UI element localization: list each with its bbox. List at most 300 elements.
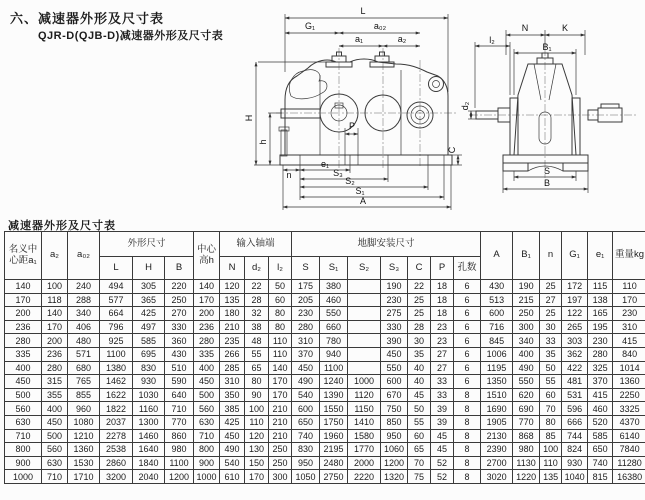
table-cell: 1360 <box>613 375 645 389</box>
table-cell: 39 <box>431 402 454 416</box>
table-cell: 120 <box>220 280 245 294</box>
table-cell: 664 <box>100 307 133 321</box>
table-cell: 900 <box>5 456 42 470</box>
table-cell: 1000 <box>194 470 220 484</box>
table-cell: 780 <box>320 334 348 348</box>
page-title: 六、减速器外形及尺寸表 <box>10 11 165 26</box>
table-cell: 950 <box>292 456 320 470</box>
table-cell: 170 <box>245 470 269 484</box>
table-cell: 490 <box>220 443 245 457</box>
table-cell: 60 <box>408 429 431 443</box>
table-cell: 18 <box>431 280 454 294</box>
table-cell: 236 <box>42 347 68 361</box>
table-cell: 6 <box>454 307 481 321</box>
table-cell: 510 <box>165 361 194 375</box>
table-cell <box>348 293 381 307</box>
group-header-input-shaft: 输入轴端 <box>220 232 292 257</box>
col-header-a2: a₂ <box>42 232 68 280</box>
table-cell: 560 <box>42 443 68 457</box>
table-cell: 11280 <box>613 456 645 470</box>
col-header-S: S <box>292 257 320 280</box>
table-cell: 18 <box>431 307 454 321</box>
table-cell: 55 <box>408 415 431 429</box>
table-cell: 1120 <box>348 388 381 402</box>
table-cell: 6 <box>454 293 481 307</box>
dim-label-B1: B₁ <box>542 42 552 52</box>
dimension-table <box>4 231 645 484</box>
col-header-C: C <box>408 257 431 280</box>
table-row <box>5 307 645 321</box>
table-cell: 22 <box>408 280 431 294</box>
table-cell: 52 <box>431 456 454 470</box>
table-cell: 75 <box>408 470 431 484</box>
table-cell: 497 <box>133 320 165 334</box>
col-header-d2: d₂ <box>245 257 269 280</box>
table-cell: 80 <box>269 320 292 334</box>
table-cell: 150 <box>245 456 269 470</box>
table-cell: 2220 <box>348 470 381 484</box>
table-cell: 50 <box>408 402 431 416</box>
dimension-table-body <box>5 280 645 484</box>
table-cell: 400 <box>194 361 220 375</box>
table-cell: 650 <box>588 443 613 457</box>
table-cell: 600 <box>481 307 513 321</box>
table-cell: 230 <box>381 293 408 307</box>
table-cell: 8 <box>454 443 481 457</box>
table-cell: 135 <box>540 470 562 484</box>
table-cell: 2700 <box>481 456 513 470</box>
table-cell: 70 <box>540 402 562 416</box>
table-cell: 140 <box>42 307 68 321</box>
table-cell: 8 <box>454 388 481 402</box>
table-cell: 400 <box>513 347 540 361</box>
table-cell: 8 <box>454 415 481 429</box>
table-row <box>5 334 645 348</box>
table-cell: 900 <box>194 456 220 470</box>
table-cell: 6 <box>454 347 481 361</box>
table-cell: 250 <box>269 456 292 470</box>
table-cell: 1000 <box>5 470 42 484</box>
table-cell: 2037 <box>100 415 133 429</box>
dim-label-S1: S₁ <box>355 186 365 196</box>
table-cell: 170 <box>42 320 68 334</box>
col-header-center-height: 中心高h <box>194 232 220 280</box>
table-cell: 980 <box>513 443 540 457</box>
table-cell: 1360 <box>68 443 100 457</box>
table-cell: 210 <box>269 402 292 416</box>
table-cell: 2538 <box>100 443 133 457</box>
table-cell: 850 <box>381 415 408 429</box>
table-cell: 1380 <box>100 361 133 375</box>
table-cell: 135 <box>220 293 245 307</box>
table-cell: 250 <box>269 443 292 457</box>
table-cell: 815 <box>588 470 613 484</box>
table-cell: 630 <box>42 456 68 470</box>
table-cell: 18 <box>431 293 454 307</box>
table-cell: 710 <box>194 429 220 443</box>
table-cell: 335 <box>5 347 42 361</box>
table-cell: 1200 <box>165 470 194 484</box>
col-header-S3: S₃ <box>381 257 408 280</box>
table-cell: 1210 <box>68 429 100 443</box>
table-cell: 23 <box>431 320 454 334</box>
table-cell: 210 <box>220 320 245 334</box>
table-cell: 4370 <box>613 415 645 429</box>
dim-label-P: P <box>348 121 356 131</box>
table-cell: 960 <box>68 402 100 416</box>
table-cell: 400 <box>42 402 68 416</box>
table-cell: 210 <box>269 429 292 443</box>
table-cell: 490 <box>292 375 320 389</box>
table-cell: 670 <box>381 388 408 402</box>
table-cell: 180 <box>220 307 245 321</box>
table-cell: 695 <box>133 347 165 361</box>
table-cell: 28 <box>408 320 431 334</box>
table-row <box>5 388 645 402</box>
table-cell: 980 <box>165 443 194 457</box>
table-cell: 1130 <box>513 456 540 470</box>
table-cell: 500 <box>5 388 42 402</box>
table-cell: 640 <box>165 388 194 402</box>
table-cell: 490 <box>513 361 540 375</box>
table-cell: 118 <box>42 293 68 307</box>
table-cell: 48 <box>245 334 269 348</box>
table-cell: 716 <box>481 320 513 334</box>
table-cell <box>348 347 381 361</box>
col-header-L: L <box>100 257 133 280</box>
col-header-S1: S₁ <box>320 257 348 280</box>
dim-label-H: H <box>244 114 254 122</box>
table-cell: 362 <box>562 347 588 361</box>
table-cell: 230 <box>588 334 613 348</box>
table-cell: 1510 <box>481 388 513 402</box>
table-cell: 6 <box>454 361 481 375</box>
table-cell: 50 <box>540 361 562 375</box>
table-caption: 减速器外形及尺寸表 <box>8 220 116 232</box>
table-cell: 60 <box>540 388 562 402</box>
dim-label-S: S <box>543 166 551 176</box>
table-cell: 110 <box>269 334 292 348</box>
table-cell <box>348 361 381 375</box>
table-cell: 1050 <box>292 470 320 484</box>
table-cell: 1905 <box>481 415 513 429</box>
dim-label-C: C <box>447 146 457 154</box>
table-cell: 824 <box>562 443 588 457</box>
table-cell: 1822 <box>100 402 133 416</box>
col-header-a02: a₀₂ <box>68 232 100 280</box>
table-cell: 350 <box>220 388 245 402</box>
table-cell: 70 <box>408 456 431 470</box>
table-cell: 2040 <box>133 470 165 484</box>
table-cell: 1060 <box>381 443 408 457</box>
table-cell: 80 <box>245 375 269 389</box>
table-cell: 6 <box>454 334 481 348</box>
table-cell: 270 <box>165 307 194 321</box>
table-cell: 630 <box>194 415 220 429</box>
table-cell: 8 <box>454 429 481 443</box>
table-cell: 335 <box>194 347 220 361</box>
col-header-H: H <box>133 257 165 280</box>
table-cell: 680 <box>68 361 100 375</box>
table-cell: 400 <box>5 361 42 375</box>
table-cell: 415 <box>588 388 613 402</box>
table-cell: 925 <box>100 334 133 348</box>
table-cell: 315 <box>42 375 68 389</box>
table-cell: 2130 <box>481 429 513 443</box>
table-cell: 666 <box>562 415 588 429</box>
table-row <box>5 402 645 416</box>
table-cell: 285 <box>220 361 245 375</box>
table-cell: 1220 <box>513 470 540 484</box>
table-cell: 370 <box>588 375 613 389</box>
table-cell: 930 <box>133 375 165 389</box>
table-cell: 2195 <box>320 443 348 457</box>
technical-drawing <box>243 2 645 216</box>
table-cell: 765 <box>68 375 100 389</box>
table-cell: 740 <box>588 456 613 470</box>
table-cell: 950 <box>381 429 408 443</box>
table-cell: 840 <box>613 347 645 361</box>
table-cell: 560 <box>5 402 42 416</box>
table-cell: 280 <box>194 334 220 348</box>
table-cell <box>348 307 381 321</box>
table-cell: 610 <box>220 470 245 484</box>
table-cell: 2390 <box>481 443 513 457</box>
dim-label-l2: l₂ <box>489 35 495 45</box>
table-cell: 1750 <box>320 415 348 429</box>
table-cell: 380 <box>320 280 348 294</box>
table-cell: 33 <box>540 334 562 348</box>
col-header-B1: B₁ <box>513 232 540 280</box>
table-cell: 310 <box>220 375 245 389</box>
table-cell <box>348 320 381 334</box>
table-cell: 200 <box>42 334 68 348</box>
table-cell: 205 <box>292 293 320 307</box>
table-cell: 800 <box>194 443 220 457</box>
table-cell: 930 <box>562 456 588 470</box>
table-cell: 385 <box>220 402 245 416</box>
table-cell: 750 <box>381 402 408 416</box>
table-cell: 38 <box>245 320 269 334</box>
table-cell: 240 <box>68 280 100 294</box>
table-cell: 1350 <box>481 375 513 389</box>
table-cell: 1462 <box>100 375 133 389</box>
col-header-B: B <box>165 257 194 280</box>
table-cell: 1960 <box>320 429 348 443</box>
table-cell <box>348 334 381 348</box>
table-cell: 55 <box>540 375 562 389</box>
table-cell: 27 <box>431 361 454 375</box>
table-cell: 6 <box>454 375 481 389</box>
table-cell: 650 <box>292 415 320 429</box>
table-cell: 6 <box>454 320 481 334</box>
table-cell: 130 <box>245 443 269 457</box>
col-header-e1: e₁ <box>588 232 613 280</box>
table-cell: 200 <box>194 307 220 321</box>
table-cell: 1100 <box>100 347 133 361</box>
table-cell: 1622 <box>100 388 133 402</box>
table-cell: 235 <box>220 334 245 348</box>
table-cell: 460 <box>588 402 613 416</box>
table-cell: 340 <box>68 307 100 321</box>
table-cell: 830 <box>133 361 165 375</box>
table-cell: 1770 <box>348 443 381 457</box>
table-cell: 425 <box>220 415 245 429</box>
table-cell: 8 <box>454 456 481 470</box>
table-cell: 220 <box>165 280 194 294</box>
table-cell: 2480 <box>320 456 348 470</box>
table-cell: 30 <box>540 320 562 334</box>
dim-label-a2: a₂ <box>397 34 407 44</box>
table-row <box>5 443 645 457</box>
table-cell: 513 <box>481 293 513 307</box>
table-cell: 195 <box>588 320 613 334</box>
table-cell: 585 <box>588 429 613 443</box>
table-cell: 230 <box>292 307 320 321</box>
table-cell: 190 <box>381 280 408 294</box>
table-cell: 25 <box>540 307 562 321</box>
table-cell: 35 <box>540 347 562 361</box>
table-cell: 450 <box>194 375 220 389</box>
table-cell: 325 <box>588 361 613 375</box>
table-cell: 355 <box>42 388 68 402</box>
table-cell: 1195 <box>481 361 513 375</box>
table-cell: 110 <box>269 347 292 361</box>
table-cell: 80 <box>540 415 562 429</box>
table-cell: 200 <box>5 307 42 321</box>
table-cell: 8 <box>454 470 481 484</box>
table-cell: 1000 <box>348 375 381 389</box>
table-cell: 571 <box>68 347 100 361</box>
table-cell: 450 <box>42 415 68 429</box>
table-cell: 600 <box>381 375 408 389</box>
table-cell: 280 <box>588 347 613 361</box>
table-cell: 197 <box>562 293 588 307</box>
dim-label-S2: S₂ <box>345 176 355 186</box>
table-cell: 1240 <box>320 375 348 389</box>
table-cell: 550 <box>320 307 348 321</box>
table-cell: 300 <box>269 470 292 484</box>
table-cell: 690 <box>513 402 540 416</box>
table-cell: 330 <box>381 320 408 334</box>
table-cell: 172 <box>562 280 588 294</box>
table-cell: 2750 <box>320 470 348 484</box>
dim-label-A: A <box>359 196 367 206</box>
col-header-P: P <box>431 257 454 280</box>
table-cell: 415 <box>613 334 645 348</box>
table-cell: 65 <box>245 361 269 375</box>
table-cell: 660 <box>320 320 348 334</box>
table-cell: 90 <box>245 388 269 402</box>
col-header-N: N <box>220 257 245 280</box>
table-row <box>5 280 645 294</box>
table-cell: 110 <box>613 280 645 294</box>
table-cell: 305 <box>133 280 165 294</box>
dim-label-e1: e₁ <box>320 159 330 169</box>
table-cell: 360 <box>165 334 194 348</box>
table-cell: 710 <box>165 402 194 416</box>
table-cell: 740 <box>292 429 320 443</box>
group-header-outline: 外形尺寸 <box>100 232 194 257</box>
table-cell: 940 <box>320 347 348 361</box>
table-cell: 265 <box>562 320 588 334</box>
table-cell: 236 <box>194 320 220 334</box>
table-cell: 170 <box>5 293 42 307</box>
group-header-foot-mounting: 地脚安装尺寸 <box>292 232 481 257</box>
table-cell: 303 <box>562 334 588 348</box>
table-cell: 45 <box>431 429 454 443</box>
table-cell: 100 <box>42 280 68 294</box>
dim-label-a02: a₀₂ <box>373 21 387 31</box>
table-cell: 796 <box>100 320 133 334</box>
table-cell: 620 <box>513 388 540 402</box>
table-cell: 1100 <box>165 456 194 470</box>
table-cell: 430 <box>165 347 194 361</box>
table-cell: 250 <box>165 293 194 307</box>
table-cell: 60 <box>269 293 292 307</box>
table-cell: 630 <box>5 415 42 429</box>
dim-label-d2: d₂ <box>460 101 470 111</box>
table-row <box>5 429 645 443</box>
table-cell: 6140 <box>613 429 645 443</box>
table-cell: 30 <box>408 334 431 348</box>
table-cell: 340 <box>513 334 540 348</box>
table-cell: 494 <box>100 280 133 294</box>
gearbox-drawing-svg <box>243 2 645 216</box>
table-cell: 52 <box>431 470 454 484</box>
table-cell: 480 <box>68 334 100 348</box>
table-cell <box>348 280 381 294</box>
table-cell: 115 <box>588 280 613 294</box>
table-cell: 550 <box>513 375 540 389</box>
col-header-weight: 重量kg <box>613 232 645 280</box>
table-cell: 266 <box>220 347 245 361</box>
table-cell: 2250 <box>613 388 645 402</box>
table-cell: 550 <box>381 361 408 375</box>
table-cell: 32 <box>245 307 269 321</box>
dim-label-L: L <box>360 6 366 16</box>
col-header-l2: l₂ <box>269 257 292 280</box>
page-subtitle: QJR-D(QJB-D)减速器外形及尺寸表 <box>38 30 224 42</box>
table-cell: 520 <box>588 415 613 429</box>
table-cell: 236 <box>5 320 42 334</box>
col-header-A: A <box>481 232 513 280</box>
table-cell: 7840 <box>613 443 645 457</box>
table-row <box>5 375 645 389</box>
table-cell: 1410 <box>348 415 381 429</box>
dim-label-n: n <box>286 170 292 180</box>
table-cell: 770 <box>165 415 194 429</box>
table-cell: 45 <box>408 388 431 402</box>
table-cell: 460 <box>320 293 348 307</box>
table-cell: 310 <box>292 334 320 348</box>
table-cell: 27 <box>431 347 454 361</box>
table-cell: 16380 <box>613 470 645 484</box>
table-cell: 80 <box>269 307 292 321</box>
dim-label-B: B <box>543 178 551 188</box>
table-cell: 170 <box>269 388 292 402</box>
table-cell: 1550 <box>320 402 348 416</box>
table-cell: 33 <box>431 388 454 402</box>
table-cell: 280 <box>292 320 320 334</box>
table-cell: 288 <box>68 293 100 307</box>
table-cell: 1840 <box>133 456 165 470</box>
table-cell: 855 <box>68 388 100 402</box>
table-cell: 365 <box>133 293 165 307</box>
table-cell: 280 <box>42 361 68 375</box>
table-cell: 275 <box>381 307 408 321</box>
table-cell: 23 <box>431 334 454 348</box>
